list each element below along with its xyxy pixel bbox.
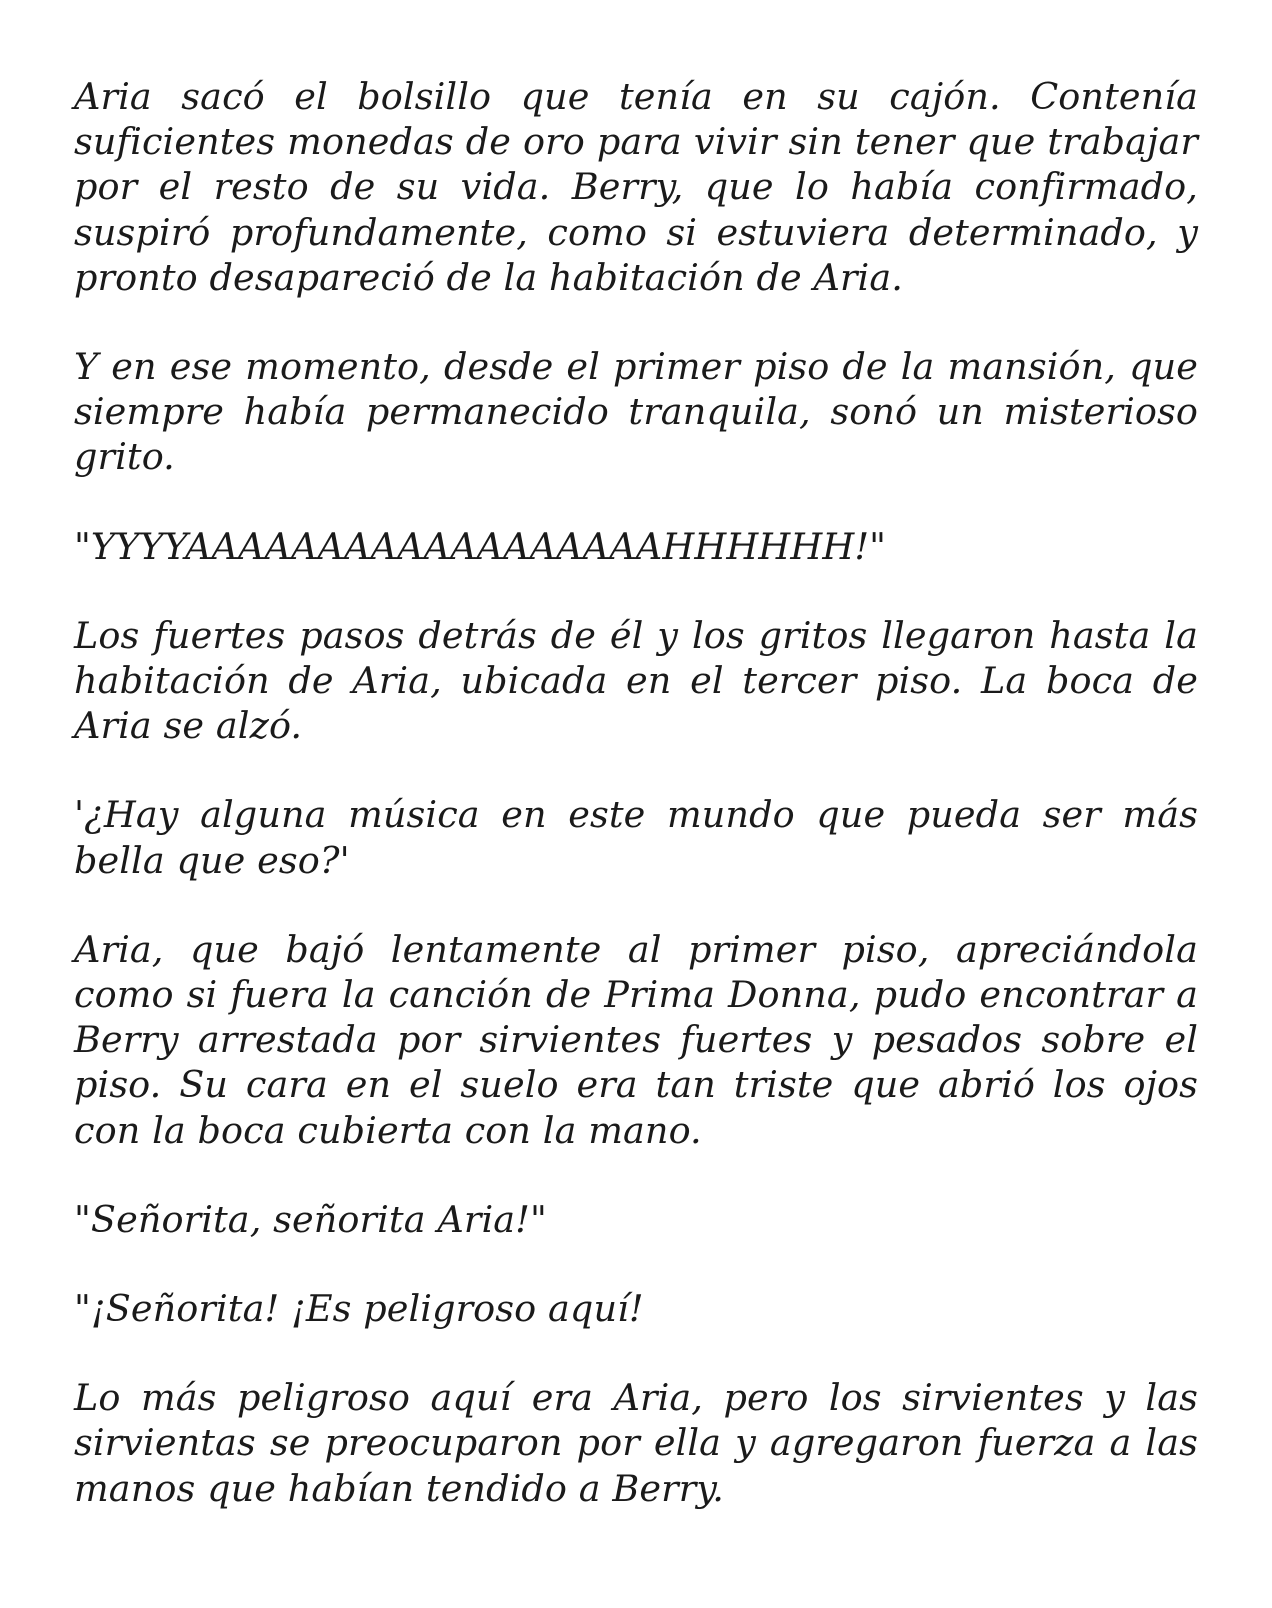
paragraph-2: Y en ese momento, desde el primer piso de la mansión, que siempre había permanecido tranquila, sonó un misterioso grito. (74, 345, 1198, 479)
paragraph-3: "YYYYAAAAAAAAAAAAAAAAAAHHHHHH!" (74, 524, 887, 568)
paragraph-4: Los fuertes pasos detrás de él y los gritos llegaron hasta la habitación de Aria, ubicada en el tercer piso. La boca de Aria se alzó. (74, 613, 1198, 748)
paragraph-6: Aria, que bajó lentamente al primer piso, apreciándola como si fuera la canción de Prima Donna, pudo encontrar a Berry arrestada por sirvientes fuertes y pesados sobre el piso. Su cara en el suelo era tan triste que abrió los ojos con la boca cubierta con la mano. (74, 927, 1198, 1152)
document-page (74, 74, 1198, 1555)
paragraph-5: '¿Hay alguna música en este mundo que pueda ser más bella que eso?' (74, 793, 1198, 882)
paragraph-9: Lo más peligroso aquí era Aria, pero los sirvientes y las sirvientas se preocuparon por ella y agregaron fuerza a las manos que habían tendido a Berry. (74, 1376, 1198, 1510)
paragraph-1: Aria sacó el bolsillo que tenía en su cajón. Contenía suficientes monedas de oro para vivir sin tener que trabajar por el resto de su vida. Berry, que lo había confirmado, suspiró profundamente, como si estuviera determinado, y pronto desapareció de la habitación de Aria. (74, 75, 1198, 299)
paragraph-8: "¡Señorita! ¡Es peligroso aquí! (74, 1287, 644, 1331)
paragraph-7: "Señorita, señorita Aria!" (74, 1197, 547, 1241)
